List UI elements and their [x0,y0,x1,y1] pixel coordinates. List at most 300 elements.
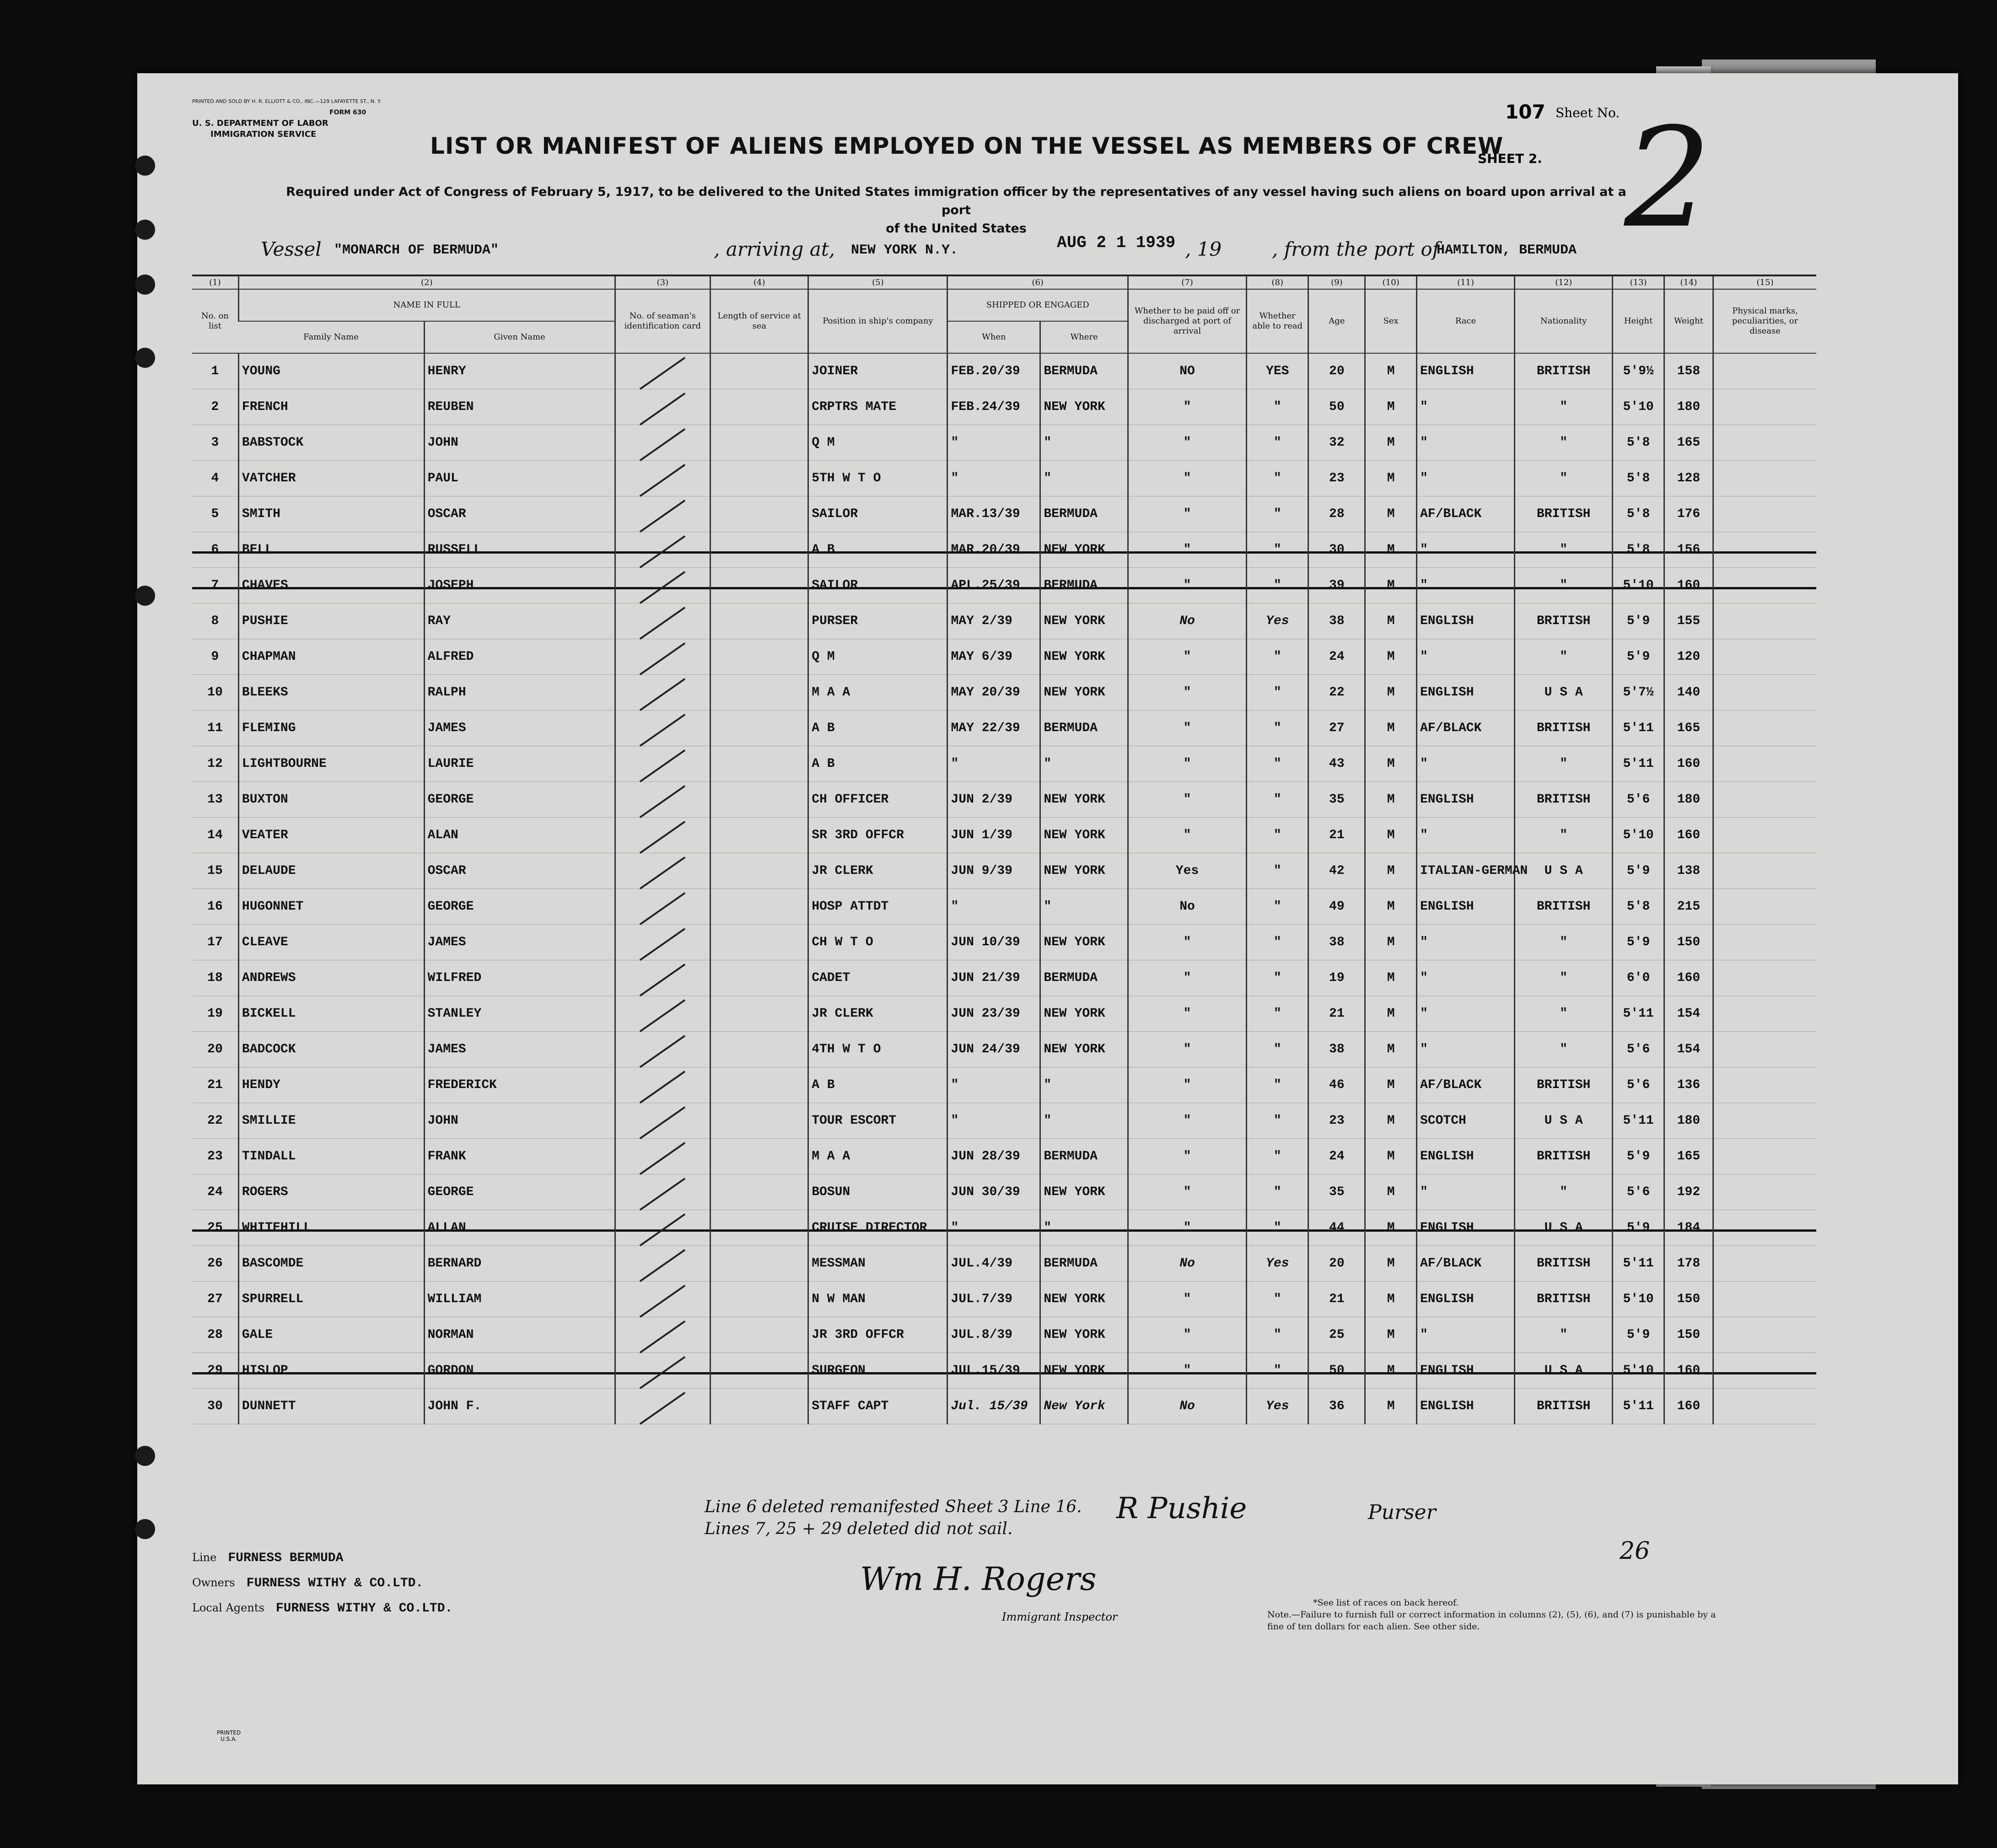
table-row [192,353,1816,389]
row-number: 18 [192,960,238,996]
nationality: BRITISH [1515,496,1613,532]
table-row [192,1389,1816,1424]
family-name: DUNNETT [238,1389,424,1424]
family-name: WHITEHILL [238,1210,424,1246]
family-name: ROGERS [238,1175,424,1210]
age: 50 [1308,389,1365,425]
physical-marks [1713,1032,1816,1067]
service-length [711,746,808,782]
family-name: GALE [238,1317,424,1353]
weight: 180 [1664,389,1713,425]
service-name: IMMIGRATION SERVICE [210,129,317,139]
sex: M [1365,1139,1417,1175]
slash-mark [640,1106,686,1139]
race: " [1416,461,1514,496]
table-row [192,818,1816,853]
service-length [711,425,808,461]
height: 5'11 [1613,1103,1664,1139]
col-paid-off-header: Whether to be paid off or discharged at port of arrival [1128,289,1246,353]
physical-marks [1713,889,1816,925]
slash-mark [640,1320,686,1353]
able-to-read: " [1247,639,1308,675]
paid-off: " [1128,639,1246,675]
height: 5'11 [1613,1246,1664,1282]
sex: M [1365,889,1417,925]
service-length [711,711,808,746]
id-card-slash [615,1067,710,1103]
age: 32 [1308,425,1365,461]
physical-marks [1713,425,1816,461]
table-row [192,1246,1816,1282]
table-row [192,853,1816,889]
height: 5'10 [1613,389,1664,425]
weight: 160 [1664,960,1713,996]
able-to-read: Yes [1247,1389,1308,1424]
department-name: U. S. DEPARTMENT OF LABOR [192,119,328,128]
given-name: JOHN F. [424,1389,615,1424]
binder-hole [135,220,155,240]
weight: 150 [1664,925,1713,960]
nationality: " [1515,818,1613,853]
height: 5'6 [1613,1175,1664,1210]
paid-off: " [1128,1032,1246,1067]
slash-mark [640,1178,686,1211]
race: " [1416,925,1514,960]
service-length [711,1353,808,1389]
height: 5'10 [1613,1353,1664,1389]
position: N W MAN [808,1282,947,1317]
able-to-read: " [1247,925,1308,960]
given-name: OSCAR [424,853,615,889]
family-name: SMILLIE [238,1103,424,1139]
nationality: " [1515,1175,1613,1210]
height: 5'9 [1613,925,1664,960]
slash-mark [640,607,686,640]
able-to-read: " [1247,746,1308,782]
col-9-num: (9) [1308,275,1365,289]
shipped-where: " [1040,1210,1128,1246]
col-15-num: (15) [1713,275,1816,289]
nationality: " [1515,389,1613,425]
from-label: , from the port of [1272,238,1440,260]
col-1-num: (1) [192,275,238,289]
given-name: HENRY [424,353,615,389]
shipped-when: " [947,746,1040,782]
sex: M [1365,996,1417,1032]
nationality: " [1515,639,1613,675]
able-to-read: " [1247,1139,1308,1175]
family-name: BELL [238,532,424,568]
form-number: FORM 630 [329,109,366,116]
paid-off: " [1128,568,1246,603]
position: HOSP ATTDT [808,889,947,925]
race: ENGLISH [1416,603,1514,639]
row-number: 13 [192,782,238,818]
slash-mark [640,1392,686,1425]
height: 5'8 [1613,889,1664,925]
shipped-where: NEW YORK [1040,818,1128,853]
slash-mark [640,749,686,782]
able-to-read: " [1247,853,1308,889]
table-row [192,1282,1816,1317]
service-length [711,496,808,532]
paid-off: " [1128,425,1246,461]
race: " [1416,1032,1514,1067]
nationality: BRITISH [1515,1389,1613,1424]
able-to-read: " [1247,889,1308,925]
row-number: 1 [192,353,238,389]
paid-off: No [1128,603,1246,639]
slash-mark [640,714,686,747]
shipped-when: FEB.20/39 [947,353,1040,389]
id-card-slash [615,1389,710,1424]
given-name: GORDON [424,1353,615,1389]
shipped-when: JUL.8/39 [947,1317,1040,1353]
shipped-where: NEW YORK [1040,532,1128,568]
row-number: 25 [192,1210,238,1246]
subtitle-line2: of the United States [886,221,1027,236]
sex: M [1365,818,1417,853]
given-name: GEORGE [424,889,615,925]
weight: 158 [1664,353,1713,389]
height: 5'8 [1613,425,1664,461]
race: ENGLISH [1416,1282,1514,1317]
shipped-when: JUN 1/39 [947,818,1040,853]
row-number: 8 [192,603,238,639]
id-card-slash [615,1353,710,1389]
col-where-header: Where [1040,321,1128,353]
height: 5'9½ [1613,353,1664,389]
age: 39 [1308,568,1365,603]
id-card-slash [615,996,710,1032]
weight: 184 [1664,1210,1713,1246]
table-row [192,782,1816,818]
col-5-num: (5) [808,275,947,289]
family-name: ANDREWS [238,960,424,996]
paid-off: " [1128,675,1246,711]
binder-hole [135,586,155,606]
binder-hole [135,348,155,368]
nationality: " [1515,425,1613,461]
height: 5'6 [1613,1067,1664,1103]
physical-marks [1713,1317,1816,1353]
position: PURSER [808,603,947,639]
position: CRPTRS MATE [808,389,947,425]
id-card-slash [615,1246,710,1282]
position: M A A [808,675,947,711]
shipped-when: MAR.20/39 [947,532,1040,568]
race: ENGLISH [1416,782,1514,818]
height: 5'11 [1613,996,1664,1032]
shipped-where: NEW YORK [1040,1032,1128,1067]
position: JR CLERK [808,853,947,889]
id-card-slash [615,1210,710,1246]
age: 36 [1308,1389,1365,1424]
paid-off: " [1128,1103,1246,1139]
footer-line-label: Line [192,1551,217,1564]
shipped-when: JUN 21/39 [947,960,1040,996]
service-length [711,782,808,818]
physical-marks [1713,1246,1816,1282]
position: A B [808,711,947,746]
row-number: 29 [192,1353,238,1389]
able-to-read: " [1247,461,1308,496]
weight: 140 [1664,675,1713,711]
given-name: GEORGE [424,782,615,818]
id-card-slash [615,1139,710,1175]
from-port: HAMILTON, BERMUDA [1437,242,1577,258]
col-nationality-header: Nationality [1515,289,1613,353]
able-to-read: " [1247,1210,1308,1246]
shipped-when: MAY 6/39 [947,639,1040,675]
nationality: " [1515,1317,1613,1353]
weight: 160 [1664,818,1713,853]
id-card-slash [615,746,710,782]
col-3-num: (3) [615,275,710,289]
shipped-where: NEW YORK [1040,782,1128,818]
able-to-read: " [1247,1317,1308,1353]
vessel-label: Vessel [261,238,322,260]
race: " [1416,1175,1514,1210]
table-row [192,425,1816,461]
col-7-num: (7) [1128,275,1246,289]
shipped-where: BERMUDA [1040,353,1128,389]
family-name: TINDALL [238,1139,424,1175]
col-shipped-header: SHIPPED OR ENGAGED [947,289,1128,321]
paid-off: " [1128,496,1246,532]
family-name: BICKELL [238,996,424,1032]
weight: 160 [1664,1353,1713,1389]
nationality: BRITISH [1515,711,1613,746]
able-to-read: " [1247,960,1308,996]
shipped-where: BERMUDA [1040,1246,1128,1282]
id-card-slash [615,782,710,818]
col-8-num: (8) [1247,275,1308,289]
shipped-when: " [947,1210,1040,1246]
col-id-card-header: No. of seaman's identification card [615,289,710,353]
arriving-label: , arriving at, [714,238,835,260]
table-row [192,889,1816,925]
given-name: FRANK [424,1139,615,1175]
id-card-slash [615,818,710,853]
id-card-slash [615,1317,710,1353]
sex: M [1365,675,1417,711]
sex: M [1365,461,1417,496]
able-to-read: " [1247,568,1308,603]
paid-off: " [1128,1210,1246,1246]
id-card-slash [615,389,710,425]
physical-marks [1713,996,1816,1032]
physical-marks [1713,1210,1816,1246]
able-to-read: " [1247,496,1308,532]
row-number: 7 [192,568,238,603]
binder-hole [135,275,155,295]
weight: 180 [1664,1103,1713,1139]
nationality: U S A [1515,853,1613,889]
position: CADET [808,960,947,996]
footer-owners-value: FURNESS WITHY & CO.LTD. [246,1576,424,1590]
sex: M [1365,1317,1417,1353]
weight: 180 [1664,782,1713,818]
sex: M [1365,425,1417,461]
position: SURGEON [808,1353,947,1389]
race: " [1416,746,1514,782]
id-card-slash [615,353,710,389]
physical-marks [1713,603,1816,639]
weight: 165 [1664,1139,1713,1175]
able-to-read: " [1247,1282,1308,1317]
physical-marks [1713,711,1816,746]
slash-mark [640,928,686,961]
sex: M [1365,782,1417,818]
table-row [192,746,1816,782]
slash-mark [640,464,686,497]
sex: M [1365,853,1417,889]
weight: 136 [1664,1067,1713,1103]
height: 5'10 [1613,818,1664,853]
paid-off: " [1128,782,1246,818]
physical-marks [1713,818,1816,853]
paid-off: " [1128,1282,1246,1317]
age: 50 [1308,1353,1365,1389]
footer-line-row [192,1551,343,1565]
row-number: 27 [192,1282,238,1317]
paid-off: No [1128,1389,1246,1424]
shipped-when: JUN 23/39 [947,996,1040,1032]
row-number: 12 [192,746,238,782]
shipped-where: NEW YORK [1040,1317,1128,1353]
paid-off: " [1128,389,1246,425]
shipped-where: BERMUDA [1040,1139,1128,1175]
weight: 150 [1664,1282,1713,1317]
race: " [1416,425,1514,461]
weight: 128 [1664,461,1713,496]
given-name: GEORGE [424,1175,615,1210]
given-name: JAMES [424,925,615,960]
slash-mark [640,892,686,925]
col-family-name-header: Family Name [238,321,424,353]
nationality: " [1515,996,1613,1032]
family-name: HUGONNET [238,889,424,925]
race: " [1416,960,1514,996]
table-row [192,1067,1816,1103]
binder-hole [135,1446,155,1466]
height: 5'9 [1613,639,1664,675]
row-number: 28 [192,1317,238,1353]
shipped-when: APL.25/39 [947,568,1040,603]
nationality: BRITISH [1515,1246,1613,1282]
shipped-where: NEW YORK [1040,389,1128,425]
family-name: BLEEKS [238,675,424,711]
age: 20 [1308,353,1365,389]
col-race-header: Race [1416,289,1514,353]
deletion-note-line1: Line 6 deleted remanifested Sheet 3 Line 16. [705,1498,1082,1516]
row-number: 9 [192,639,238,675]
row-number: 3 [192,425,238,461]
row-number: 23 [192,1139,238,1175]
service-length [711,1282,808,1317]
able-to-read: " [1247,389,1308,425]
given-name: RALPH [424,675,615,711]
col-physical-header: Physical marks, peculiarities, or disease [1713,289,1816,353]
paid-off: " [1128,1353,1246,1389]
weight: 215 [1664,889,1713,925]
age: 46 [1308,1067,1365,1103]
id-card-slash [615,960,710,996]
races-note: *See list of races on back hereof. [1313,1598,1459,1608]
physical-marks [1713,496,1816,532]
shipped-when: Jul. 15/39 [947,1389,1040,1424]
shipped-where: " [1040,461,1128,496]
paid-off: " [1128,996,1246,1032]
table-row [192,1103,1816,1139]
col-10-num: (10) [1365,275,1417,289]
given-name: RAY [424,603,615,639]
paid-off: " [1128,532,1246,568]
age: 38 [1308,603,1365,639]
binder-hole [135,156,155,176]
slash-mark [640,785,686,818]
service-length [711,389,808,425]
able-to-read: " [1247,1175,1308,1210]
table-row [192,1317,1816,1353]
col-2-num: (2) [238,275,615,289]
position: SAILOR [808,496,947,532]
slash-mark [640,1071,686,1104]
table-row [192,1210,1816,1246]
weight: 160 [1664,568,1713,603]
service-length [711,996,808,1032]
inspector-label: Immigrant Inspector [1002,1611,1118,1623]
footer-notes [1267,1597,1734,1632]
table-row [192,389,1816,425]
weight: 165 [1664,425,1713,461]
service-length [711,1317,808,1353]
able-to-read: Yes [1247,1246,1308,1282]
service-length [711,603,808,639]
given-name: LAURIE [424,746,615,782]
given-name: JAMES [424,1032,615,1067]
crew-table [192,275,1816,1424]
row-number: 6 [192,532,238,568]
sex: M [1365,711,1417,746]
physical-marks [1713,675,1816,711]
slash-mark [640,678,686,711]
race: AF/BLACK [1416,496,1514,532]
row-number: 15 [192,853,238,889]
row-number: 24 [192,1175,238,1210]
shipped-when: JUN 28/39 [947,1139,1040,1175]
col-6-num: (6) [947,275,1128,289]
col-no-header: No. on list [192,289,238,353]
shipped-when: " [947,1067,1040,1103]
physical-marks [1713,389,1816,425]
stamped-number: 107 [1505,101,1545,123]
able-to-read: " [1247,1067,1308,1103]
weight: 165 [1664,711,1713,746]
shipped-when: JUN 9/39 [947,853,1040,889]
row-number: 14 [192,818,238,853]
position: SR 3RD OFFCR [808,818,947,853]
position: TOUR ESCORT [808,1103,947,1139]
weight: 176 [1664,496,1713,532]
family-name: HISLOP [238,1353,424,1389]
physical-marks [1713,532,1816,568]
id-card-slash [615,1282,710,1317]
id-card-slash [615,889,710,925]
race: " [1416,996,1514,1032]
table-row [192,996,1816,1032]
